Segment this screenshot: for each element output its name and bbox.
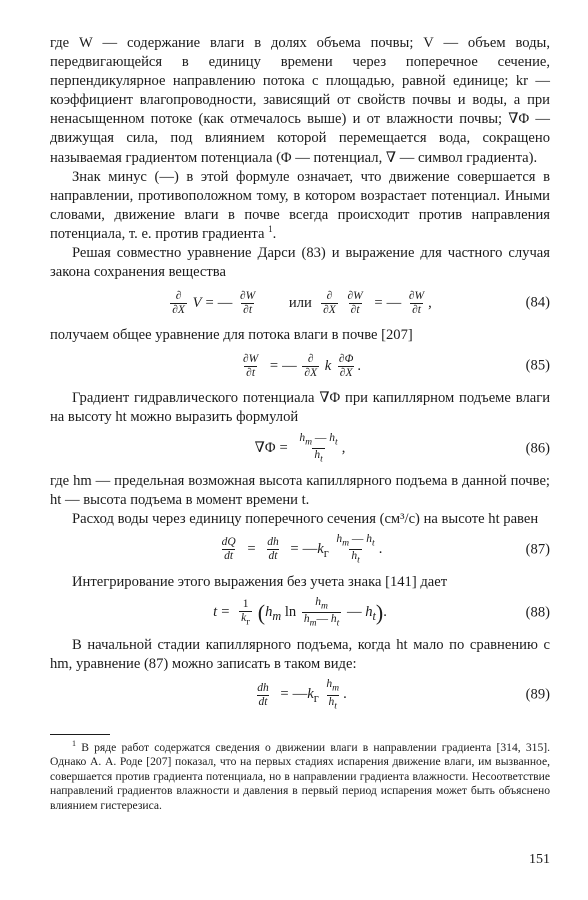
paragraph-minus-sign: Знак минус (—) в этой формуле означает, что движение совершается в направлении, противоположном тому, в котором возрастает потенциал. Иными словами, движение влаги в почве всегда происходит против направления потенциала, т. е. против градиента $^1$. [50, 168, 550, 242]
footnote-divider [50, 734, 110, 735]
equation-85-number: (85) [525, 357, 550, 374]
paragraph-general-equation: получаем общее уравнение для потока влаги в почве [207] [50, 327, 413, 344]
equation-89-formula: $\frac{dh}{dt}$ = $—k_г$ $\frac{h_m}{h_t}$ . [257, 678, 347, 711]
footnote-ref: 1 [268, 224, 273, 235]
paragraph-gradient: Градиент гидравлического потенциала ∇Φ при капиллярном подъеме влаги на высоту ht можно выразить формулой [50, 390, 550, 426]
equation-84-formula: ∂ ∂X V = — $\frac{\partial W}{\partial t}$ или ∂ ∂X $\frac{\partial W}{\partial t}$ = — $\frac{\partial W}{\partial t}$ , [172, 289, 432, 316]
equation-87-formula: $\frac{dQ}{dt}$ = $\frac{dh}{dt}$ = $—k_г$ $\frac{h_m — h_t}{h_t}$ . [221, 532, 383, 566]
paragraph-definitions: где W — содержание влаги в долях объема почвы; V — объем воды, передвигающейся в единицу времени через поперечное сечение, перпендикулярное направлению потока с площадью, равной единице; kr — коэффициент влагопроводности, зависящий от свойств почвы и воды, а при ненасыщенном потоке (как отмечалось выше) и от влажности почвы; ∇Φ — движущая сила, под влиянием которой перемещается вода, сокращено называемая градиентом потенциала (Φ — потенциал, ∇ — символ градиента). [50, 35, 550, 166]
equation-84-number: (84) [525, 294, 550, 311]
footnote [50, 741, 550, 813]
equation-88-number: (88) [525, 604, 550, 621]
equation-85-formula: $\frac{\partial W}{\partial t}$ = — ∂ ∂X k $\frac{\partial\Phi}{\partial X}$ . [242, 352, 361, 379]
footnote-text: В ряде работ содержатся сведения о движении влаги в направлении градиента [314, 315]. Однако А. А. Роде [207] показал, что на первых стадиях испарения движение влаги, им вызванное, совершается против градиента потенциала, но в направлении градиента влажности. Несоответствие направлений градиентов влажности и давления в первый период испарения может быть объяснено влиянием гистерезиса. [50, 741, 550, 812]
equation-87-number: (87) [525, 541, 550, 558]
equation-86 [50, 432, 550, 466]
paragraph-initial-stage: В начальной стадии капиллярного подъема, когда ht мало по сравнению с hm, уравнение (87) можно записать в таком виде: [50, 636, 550, 672]
equation-87 [50, 533, 550, 567]
paragraph-darcy: Решая совместно уравнение Дарси (83) и выражение для частного случая закона сохранения вещества [50, 245, 550, 281]
equation-89-number: (89) [525, 686, 550, 703]
page-body [50, 34, 550, 813]
equation-84 [50, 286, 550, 320]
equation-86-formula: ∇Φ = $\frac{h_m — h_t}{h_t}$ , [254, 431, 346, 465]
paragraph-minus-sign-text: Знак минус (—) в этой формуле означает, что движение совершается в направлении, противоположном тому, в котором возрастает потенциал. Иными словами, движение влаги в почве всегда происходит против направления потенциала, т. е. против градиента [50, 168, 550, 242]
footnote-mark: 1 [72, 739, 76, 749]
equation-85 [50, 349, 550, 383]
equation-86-number: (86) [525, 440, 550, 456]
equation-88-formula: t = 1 $k_г$ ($h_m$ ln $\frac{h_m}{h_m— h_t}$ — $h_t$). [213, 596, 387, 629]
equation-88 [50, 596, 550, 630]
page-number: 151 [529, 852, 550, 867]
paragraph-integration: Интегрирование этого выражения без учета знака [141] дает [72, 573, 448, 590]
paragraph-hm-definition: где hm — предельная возможная высота капиллярного подъема в данной почве; ht — высота подъема в момент времени t. [50, 472, 550, 508]
equation-89 [50, 678, 550, 712]
equation-84-or: или [288, 294, 312, 311]
paragraph-flow-rate: Расход воды через единицу поперечного сечения (см³/с) на высоте ht равен [72, 510, 539, 527]
